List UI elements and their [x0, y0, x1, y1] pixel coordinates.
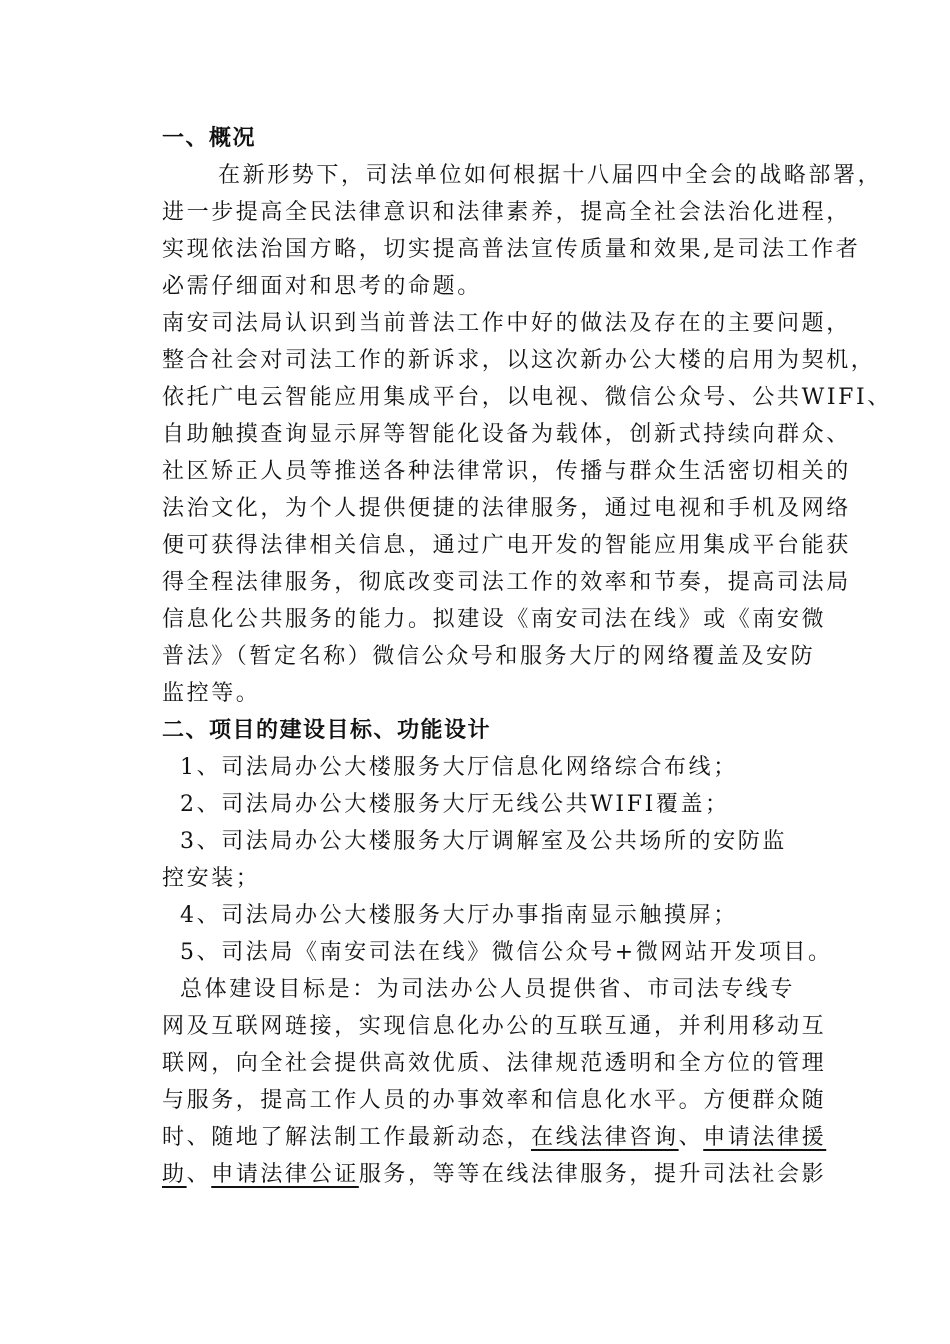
paragraph-line: 与服务，提高工作人员的办事效率和信息化水平。方便群众随 [162, 1088, 827, 1113]
paragraph-line: 总体建设目标是：为司法办公人员提供省、市司法专线专 [180, 977, 796, 1002]
link-legal-notarization[interactable]: 申请法律公证 [211, 1162, 359, 1187]
paragraph-line: 实现依法治国方略，切实提高普法宣传质量和效果,是司法工作者 [162, 237, 861, 262]
paragraph-line: 监控等。 [162, 681, 261, 706]
link-legal-aid[interactable]: 申请法律援 [703, 1125, 827, 1150]
list-item: 5、司法局《南安司法在线》微信公众号+微网站开发项目。 [180, 940, 833, 965]
paragraph-line: 得全程法律服务，彻底改变司法工作的效率和节奏，提高司法局 [162, 570, 851, 595]
paragraph-line: 网及互联网琏接，实现信息化办公的互联互通，并利用移动互 [162, 1014, 827, 1039]
paragraph-line: 必需仔细面对和思考的命题。 [162, 274, 482, 299]
paragraph-line: 南安司法局认识到当前普法工作中好的做法及存在的主要问题， [162, 311, 851, 336]
link-online-legal-consultation[interactable]: 在线法律咨询 [531, 1125, 679, 1150]
text-span: 、 [678, 1125, 704, 1150]
text-span: 时、随地了解法制工作最新动态， [162, 1125, 532, 1150]
list-item: 3、司法局办公大楼服务大厅调解室及公共场所的安防监 [180, 829, 787, 854]
paragraph-line: 自助触摸查询显示屏等智能化设备为载体，创新式持续向群众、 [162, 422, 851, 447]
paragraph-line: 依托广电云智能应用集成平台，以电视、微信公众号、公共WIFI、 [162, 385, 892, 410]
paragraph-line [162, 1160, 826, 1190]
list-item: 4、司法局办公大楼服务大厅办事指南显示触摸屏； [180, 903, 738, 928]
paragraph-line: 普法》（暂定名称）微信公众号和服务大厅的网络覆盖及安防 [162, 644, 816, 669]
paragraph-line: 在新形势下，司法单位如何根据十八届四中全会的战略部署， [218, 163, 883, 188]
list-item: 1、司法局办公大楼服务大厅信息化网络综合布线； [180, 755, 738, 780]
paragraph-line: 联网，向全社会提供高效优质、法律规范透明和全方位的管理 [162, 1051, 827, 1076]
paragraph-line: 信息化公共服务的能力。拟建设《南安司法在线》或《南安微 [162, 607, 827, 632]
list-item: 2、司法局办公大楼服务大厅无线公共WIFI覆盖； [180, 792, 730, 817]
section-heading-overview: 一、概况 [162, 126, 257, 151]
paragraph-line: 进一步提高全民法律意识和法律素养，提高全社会法治化进程， [162, 200, 851, 225]
paragraph-line: 整合社会对司法工作的新诉求，以这次新办公大楼的启用为契机， [162, 348, 876, 373]
paragraph-line [162, 1123, 826, 1153]
list-item: 控安装； [162, 866, 261, 891]
link-legal-aid-cont[interactable]: 助 [162, 1162, 187, 1187]
paragraph-line: 法治文化，为个人提供便捷的法律服务，通过电视和手机及网络 [162, 496, 851, 521]
paragraph-line: 社区矫正人员等推送各种法律常识，传播与群众生活密切相关的 [162, 459, 851, 484]
section-heading-goals: 二、项目的建设目标、功能设计 [162, 718, 492, 743]
paragraph-line: 便可获得法律相关信息，通过广电开发的智能应用集成平台能获 [162, 533, 851, 558]
text-span: 服务，等等在线法律服务，提升司法社会影 [358, 1162, 827, 1187]
text-span: 、 [186, 1162, 212, 1187]
